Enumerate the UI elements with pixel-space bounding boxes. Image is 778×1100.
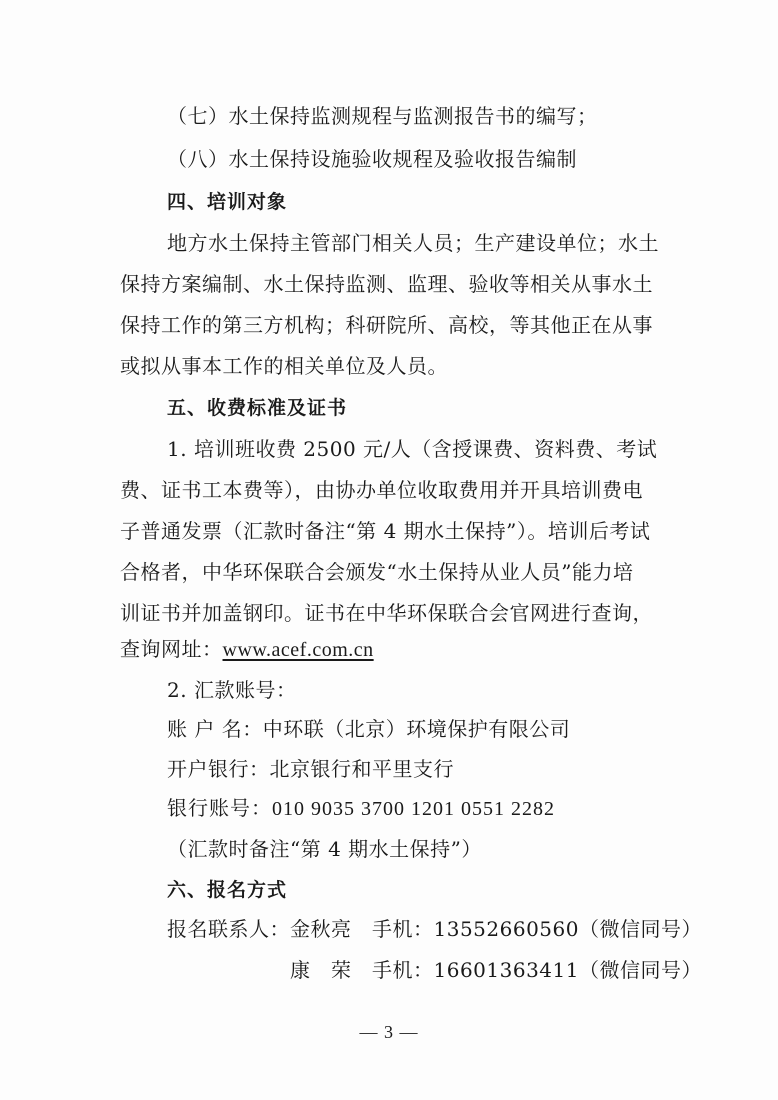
- section-4-paragraph-line-3: 保持工作的第三方机构；科研院所、高校，等其他正在从事: [120, 313, 653, 337]
- section-5-paragraph-line-2: 费、证书工本费等），由协办单位收取费用并开具培训费电: [120, 478, 643, 502]
- contact-person-1: 报名联系人：金秋亮 手机：13552660560（微信同号）: [167, 917, 702, 941]
- section-4-title: 四、培训对象: [167, 191, 288, 213]
- account-number: 银行账号：010 9035 3700 1201 0551 2282: [167, 798, 555, 820]
- acef-website-link[interactable]: www.acef.com.cn: [222, 639, 374, 661]
- section-5-paragraph-line-3: 子普通发票（汇款时备注“第 4 期水土保持”）。培训后考试: [120, 519, 651, 543]
- item-7: （七）水土保持监测规程与监测报告书的编写；: [167, 104, 598, 128]
- bank-name: 开户银行：北京银行和平里支行: [167, 757, 454, 781]
- remittance-note: （汇款时备注“第 4 期水土保持”）: [167, 837, 482, 861]
- account-name: 账 户 名：中环联（北京）环境保护有限公司: [167, 717, 571, 741]
- page-number: — 3 —: [359, 1022, 419, 1042]
- section-5-paragraph-line-4: 合格者，中华环保联合会颁发“水土保持从业人员”能力培: [120, 560, 634, 584]
- section-4-paragraph-line-1: 地方水土保持主管部门相关人员；生产建设单位；水土: [167, 231, 659, 255]
- query-url-prefix: 查询网址：: [120, 637, 223, 661]
- item-8: （八）水土保持设施验收规程及验收报告编制: [167, 147, 577, 171]
- query-url-line: [120, 636, 374, 663]
- contact-person-2: 康 荣 手机：16601363411（微信同号）: [290, 958, 702, 982]
- section-5-title: 五、收费标准及证书: [167, 397, 348, 419]
- section-4-paragraph-line-4: 或拟从事本工作的相关单位及人员。: [120, 354, 448, 378]
- section-6-title: 六、报名方式: [167, 879, 288, 901]
- remittance-account-title: 2. 汇款账号：: [167, 678, 297, 702]
- section-5-paragraph-line-1: 1. 培训班收费 2500 元/人（含授课费、资料费、考试: [167, 437, 658, 461]
- section-4-paragraph-line-2: 保持方案编制、水土保持监测、监理、验收等相关从事水土: [120, 272, 653, 296]
- section-5-paragraph-line-5: 训证书并加盖钢印。证书在中华环保联合会官网进行查询，: [120, 601, 653, 625]
